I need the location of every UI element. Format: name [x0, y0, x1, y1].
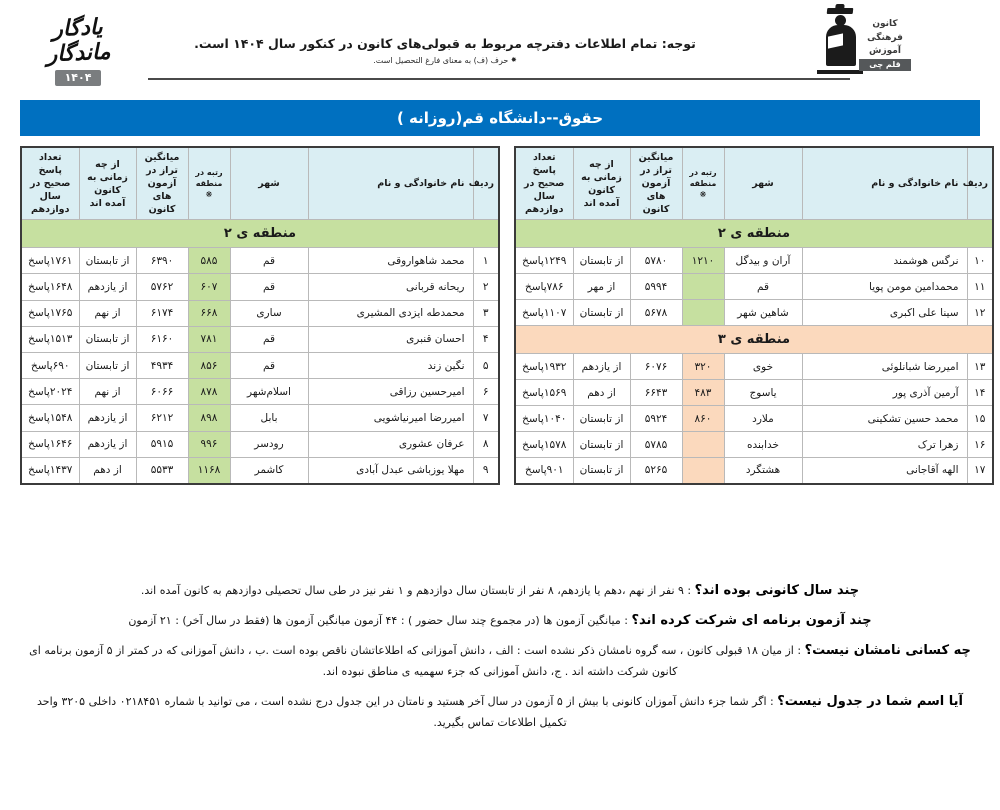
cell-avg: ۵۹۱۵	[136, 431, 188, 457]
cell-name: محمد شاهواروقی	[308, 248, 473, 274]
cell-name: الهه آقاجانی	[802, 458, 967, 484]
note-block-0	[20, 580, 980, 601]
region-label: منطقه ی ۲	[21, 220, 499, 248]
cell-count: ۱۱۰۷پاسخ	[515, 300, 573, 326]
note-block-3	[20, 691, 980, 733]
cell-name: نرگس هوشمند	[802, 248, 967, 274]
cell-rank: ۸۶۰	[682, 406, 724, 432]
cell-row: ۱۲	[967, 300, 993, 326]
region-header-row	[21, 220, 499, 248]
col-header-name: نام خانوادگی و نام	[308, 147, 473, 220]
note-block-1	[20, 610, 980, 631]
cell-name: سینا علی اکبری	[802, 300, 967, 326]
cell-since: از یازدهم	[79, 274, 136, 300]
cell-count: ۱۴۳۷پاسخ	[21, 457, 79, 483]
cell-count: ۷۸۶پاسخ	[515, 274, 573, 300]
cell-avg: ۵۵۳۳	[136, 457, 188, 483]
logo-word-2: فرهنگی	[867, 32, 903, 43]
cell-city: بابل	[230, 405, 308, 431]
notice-main-text: توجه: تمام اطلاعات دفترچه مربوط به قبولی‌های کانون در کنکور سال ۱۴۰۴ است.	[194, 36, 696, 51]
cell-since: از تابستان	[573, 406, 630, 432]
note-answer-line2: تکمیل اطلاعات تماس بگیرید.	[433, 716, 567, 729]
table-body	[515, 220, 993, 484]
table-row	[515, 274, 993, 300]
cell-rank: ۷۸۱	[188, 326, 230, 352]
table-row	[515, 380, 993, 406]
cell-row: ۱۱	[967, 274, 993, 300]
cell-count: ۱۶۴۶پاسخ	[21, 431, 79, 457]
table-row	[21, 248, 499, 274]
table-row	[515, 458, 993, 484]
cell-row: ۱	[473, 248, 499, 274]
cell-city: خوی	[724, 354, 802, 380]
cell-count: ۶۹۰پاسخ	[21, 352, 79, 378]
brand-stamp	[18, 16, 138, 86]
cell-since: از تابستان	[79, 326, 136, 352]
cell-since: از تابستان	[79, 248, 136, 274]
admissions-table-left	[514, 146, 994, 485]
cell-row: ۱۷	[967, 458, 993, 484]
col-header-rank: رتبه در منطقه ❋	[188, 147, 230, 220]
cell-rank	[682, 432, 724, 458]
cell-city: آران و بیدگل	[724, 248, 802, 274]
cell-avg: ۶۱۶۰	[136, 326, 188, 352]
cell-name: عرفان عشوری	[308, 431, 473, 457]
cell-rank	[682, 274, 724, 300]
table-header-row	[515, 147, 993, 220]
table-body	[21, 220, 499, 484]
cell-rank: ۸۵۶	[188, 352, 230, 378]
cell-name: امیرحسین رزاقی	[308, 379, 473, 405]
note-question: آیا اسم شما در جدول نیست؟	[777, 694, 963, 709]
cell-count: ۱۹۳۲پاسخ	[515, 354, 573, 380]
table-row	[21, 457, 499, 483]
notice-sub-text: حرف (ف) به معنای فارغ التحصیل است.	[373, 56, 509, 65]
cell-avg: ۵۹۹۴	[630, 274, 682, 300]
cell-city: هشتگرد	[724, 458, 802, 484]
table-row	[21, 300, 499, 326]
cell-count: ۱۵۴۸پاسخ	[21, 405, 79, 431]
cell-name: امیررضا امیرنیاشویی	[308, 405, 473, 431]
cell-city: قم	[230, 326, 308, 352]
col-header-rank: رتبه در منطقه ❋	[682, 147, 724, 220]
cell-count: ۹۰۱پاسخ	[515, 458, 573, 484]
col-header-avg: میانگین تراز در آزمون های کانون	[136, 147, 188, 220]
cell-rank: ۵۸۵	[188, 248, 230, 274]
cell-row: ۶	[473, 379, 499, 405]
cell-since: از تابستان	[573, 300, 630, 326]
col-header-since: از چه زمانی به کانون آمده اند	[573, 147, 630, 220]
cell-row: ۴	[473, 326, 499, 352]
cell-avg: ۵۹۲۴	[630, 406, 682, 432]
table-row	[515, 248, 993, 274]
page-header	[0, 0, 1000, 92]
cell-since: از تابستان	[79, 352, 136, 378]
note-question: چند آزمون برنامه ای شرکت کرده اند؟	[631, 613, 872, 628]
cell-count: ۱۵۱۳پاسخ	[21, 326, 79, 352]
bullet-icon: ✸	[510, 56, 517, 64]
col-header-avg: میانگین تراز در آزمون های کانون	[630, 147, 682, 220]
cell-count: ۱۵۶۹پاسخ	[515, 380, 573, 406]
cell-avg: ۵۲۶۵	[630, 458, 682, 484]
cell-rank: ۸۹۸	[188, 405, 230, 431]
col-header-count: تعداد پاسخ صحیح در سال دوازدهم	[515, 147, 573, 220]
page-title: حقوق--دانشگاه قم(روزانه )	[20, 100, 980, 136]
col-header-since: از چه زمانی به کانون آمده اند	[79, 147, 136, 220]
region-header-row	[515, 326, 993, 354]
region-label: منطقه ی ۲	[515, 220, 993, 248]
cell-rank: ۳۲۰	[682, 354, 724, 380]
cell-avg: ۶۰۷۶	[630, 354, 682, 380]
col-header-city: شهر	[724, 147, 802, 220]
cell-avg: ۶۲۱۲	[136, 405, 188, 431]
logo-word-4: قلم چی	[859, 59, 911, 71]
cell-since: از نهم	[79, 379, 136, 405]
table-row	[515, 406, 993, 432]
cell-city: قم	[230, 274, 308, 300]
cell-since: از مهر	[573, 274, 630, 300]
cell-row: ۱۳	[967, 354, 993, 380]
cell-city: قم	[724, 274, 802, 300]
cell-avg: ۶۳۹۰	[136, 248, 188, 274]
cell-name: محمدامین مومن پویا	[802, 274, 967, 300]
col-header-count: تعداد پاسخ صحیح در سال دوازدهم	[21, 147, 79, 220]
cell-since: از دهم	[79, 457, 136, 483]
logo-word-3: آموزش	[869, 46, 901, 56]
header-divider	[148, 78, 850, 80]
cell-count: ۲۰۲۴پاسخ	[21, 379, 79, 405]
note-answer: : میانگین آزمون ها (در مجموع چند سال حضور ) : ۴۴ آزمون میانگین آزمون ها (فقط در سال آخر) : ۲۱ آزمون	[128, 614, 632, 627]
cell-avg: ۴۹۳۴	[136, 352, 188, 378]
note-block-2	[20, 640, 980, 682]
cell-city: کاشمر	[230, 457, 308, 483]
cell-row: ۹	[473, 457, 499, 483]
cell-row: ۸	[473, 431, 499, 457]
cell-row: ۱۰	[967, 248, 993, 274]
cell-city: رودسر	[230, 431, 308, 457]
cell-count: ۱۶۴۸پاسخ	[21, 274, 79, 300]
table-row	[515, 354, 993, 380]
cell-row: ۵	[473, 352, 499, 378]
cell-name: محمد حسین تشکینی	[802, 406, 967, 432]
cell-row: ۳	[473, 300, 499, 326]
footer-notes	[20, 580, 980, 742]
cell-row: ۷	[473, 405, 499, 431]
cell-city: قم	[230, 352, 308, 378]
cell-name: ریحانه قربانی	[308, 274, 473, 300]
cell-name: امیررضا شبانلوئی	[802, 354, 967, 380]
cell-name: زهرا ترک	[802, 432, 967, 458]
note-question: چه کسانی نامشان نیست؟	[804, 643, 971, 658]
cell-count: ۱۷۶۵پاسخ	[21, 300, 79, 326]
cell-count: ۱۰۴۰پاسخ	[515, 406, 573, 432]
cell-row: ۱۵	[967, 406, 993, 432]
col-header-city: شهر	[230, 147, 308, 220]
table-row	[515, 432, 993, 458]
tables-container	[20, 146, 988, 485]
table-head	[21, 147, 499, 220]
note-answer: : از میان ۱۸ قبولی کانون ، سه گروه نامشان ذکر نشده است : الف ، دانش آموزانی که اطلاعاتشان ناقص بوده است .ب ، دانش آموزانی که در کمتر از ۵ آزمون برنامه ای	[29, 644, 805, 657]
region-header-row	[515, 220, 993, 248]
cell-name: نگین زند	[308, 352, 473, 378]
cell-rank: ۶۰۷	[188, 274, 230, 300]
table-head	[515, 147, 993, 220]
cell-rank	[682, 300, 724, 326]
table-row	[21, 326, 499, 352]
cell-since: از نهم	[79, 300, 136, 326]
cell-avg: ۵۷۸۰	[630, 248, 682, 274]
note-answer-line2: کانون شرکت داشته اند . ج، دانش آموزانی که جزء سهمیه ی مناطق نبوده اند.	[322, 665, 678, 678]
region-label: منطقه ی ۳	[515, 326, 993, 354]
cell-avg: ۵۶۷۸	[630, 300, 682, 326]
cell-since: از دهم	[573, 380, 630, 406]
cell-avg: ۵۷۶۲	[136, 274, 188, 300]
cell-city: قم	[230, 248, 308, 274]
cell-city: خدابنده	[724, 432, 802, 458]
cell-rank	[682, 458, 724, 484]
cell-since: از یازدهم	[573, 354, 630, 380]
cell-city: یاسوج	[724, 380, 802, 406]
cell-name: احسان قنبری	[308, 326, 473, 352]
brand-title: یادگار ماندگار	[46, 14, 112, 68]
cell-count: ۱۵۷۸پاسخ	[515, 432, 573, 458]
cell-rank: ۹۹۶	[188, 431, 230, 457]
cell-avg: ۵۷۸۵	[630, 432, 682, 458]
cell-since: از تابستان	[573, 458, 630, 484]
header-notice	[0, 36, 1000, 65]
col-header-row: ردیف	[473, 147, 499, 220]
table-row	[21, 431, 499, 457]
note-answer: : اگر شما جزء دانش آموزان کانونی با بیش از ۵ آزمون در سال آخر هستید و نامتان در این جدول درج نشده است ، می توانید با شماره ۰۲۱۸۴۵۱ داخلی ۳۲۰۵ واحد	[37, 695, 778, 708]
cell-since: از تابستان	[573, 432, 630, 458]
brand-year-badge: ۱۴۰۴	[55, 70, 102, 86]
cell-since: از یازدهم	[79, 431, 136, 457]
cell-since: از تابستان	[573, 248, 630, 274]
cell-name: آرمین آذری پور	[802, 380, 967, 406]
logo-word-1: کانون	[872, 19, 898, 29]
table-row	[515, 300, 993, 326]
cell-since: از یازدهم	[79, 405, 136, 431]
admissions-table-right	[20, 146, 500, 485]
cell-avg: ۶۰۶۶	[136, 379, 188, 405]
cell-avg: ۶۶۴۳	[630, 380, 682, 406]
cell-row: ۱۴	[967, 380, 993, 406]
col-header-row: ردیف	[967, 147, 993, 220]
table-row	[21, 352, 499, 378]
note-answer: : ۹ نفر از نهم ،دهم یا یازدهم، ۸ نفر از تابستان سال دوازدهم و ۱ نفر نیز در طی سال تحصیلی دوازدهم به کانون آمده اند.	[140, 584, 695, 597]
graduation-cap-icon	[827, 8, 854, 14]
cell-rank: ۶۶۸	[188, 300, 230, 326]
table-header-row	[21, 147, 499, 220]
note-question: چند سال کانونی بوده اند؟	[694, 583, 860, 598]
cell-count: ۱۷۶۱پاسخ	[21, 248, 79, 274]
cell-name: محمدطه ایزدی المشیری	[308, 300, 473, 326]
cell-row: ۲	[473, 274, 499, 300]
cell-city: شاهین شهر	[724, 300, 802, 326]
table-row	[21, 274, 499, 300]
cell-rank: ۱۲۱۰	[682, 248, 724, 274]
cell-rank: ۱۱۶۸	[188, 457, 230, 483]
cell-city: ملارد	[724, 406, 802, 432]
cell-avg: ۶۱۷۴	[136, 300, 188, 326]
table-row	[21, 379, 499, 405]
cell-rank: ۸۷۸	[188, 379, 230, 405]
col-header-name: نام خانوادگی و نام	[802, 147, 967, 220]
cell-city: اسلام‌شهر	[230, 379, 308, 405]
table-row	[21, 405, 499, 431]
cell-rank: ۴۸۳	[682, 380, 724, 406]
cell-row: ۱۶	[967, 432, 993, 458]
cell-count: ۱۲۴۹پاسخ	[515, 248, 573, 274]
cell-city: ساری	[230, 300, 308, 326]
cell-name: مهلا یوزباشی عبدل آبادی	[308, 457, 473, 483]
logo-base-bar	[817, 70, 863, 74]
